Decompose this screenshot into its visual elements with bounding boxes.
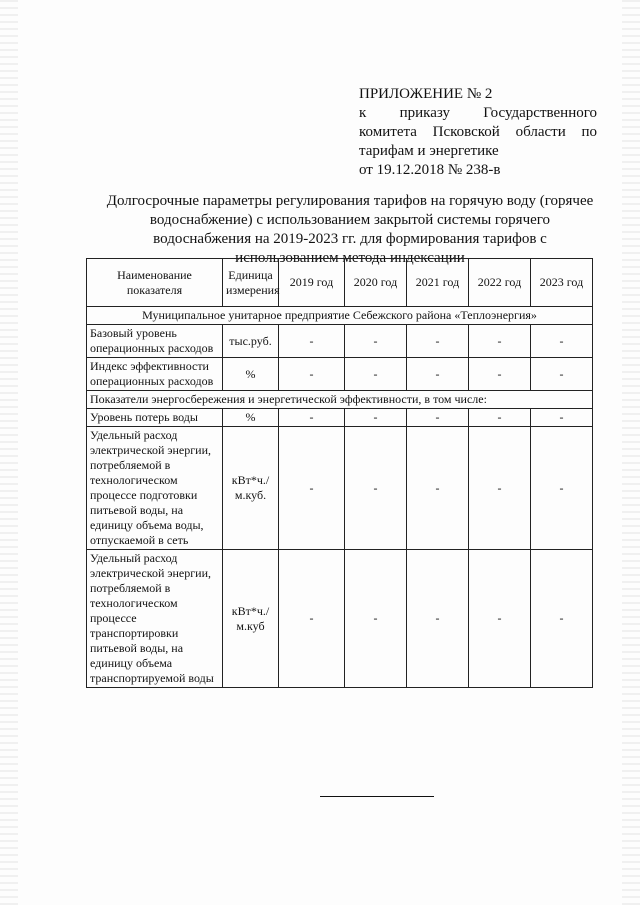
value-2019: -	[279, 358, 345, 391]
row-name: Уровень потерь воды	[87, 409, 223, 427]
header-year-2022: 2022 год	[469, 259, 531, 307]
annex-line-3: тарифам и энергетике	[359, 143, 499, 159]
value-2019: -	[279, 409, 345, 427]
value-2021: -	[407, 409, 469, 427]
header-year-2023: 2023 год	[531, 259, 593, 307]
organization-name: Муниципальное унитарное предприятие Себежского района «Теплоэнергия»	[87, 307, 593, 325]
row-name: Удельный расход электрической энергии, потребляемой в технологическом процессе подготовки питьевой воды, на единицу объема воды, отпускаемой в сеть	[87, 427, 223, 550]
value-2023: -	[531, 409, 593, 427]
table-row	[87, 358, 593, 391]
value-2020: -	[345, 358, 407, 391]
value-2022: -	[469, 427, 531, 550]
row-unit: кВт*ч./м.куб	[223, 550, 279, 688]
value-2023: -	[531, 358, 593, 391]
annex-line-1: к приказу Государственного	[359, 105, 597, 121]
value-2023: -	[531, 427, 593, 550]
organization-row	[87, 307, 593, 325]
value-2019: -	[279, 325, 345, 358]
scan-edge-left	[0, 0, 18, 905]
section-row	[87, 391, 593, 409]
value-2022: -	[469, 409, 531, 427]
value-2022: -	[469, 358, 531, 391]
row-unit: кВт*ч./м.куб.	[223, 427, 279, 550]
annex-title: ПРИЛОЖЕНИЕ № 2	[359, 86, 493, 102]
value-2023: -	[531, 550, 593, 688]
table-row	[87, 550, 593, 688]
row-name: Удельный расход электрической энергии, потребляемой в технологическом процессе транспортировки питьевой воды, на единицу объема транспортируемой воды	[87, 550, 223, 688]
header-name: Наименование показателя	[87, 259, 223, 307]
annex-line-2: комитета Псковской области по	[359, 124, 597, 140]
annex-line-4: от 19.12.2018 № 238-в	[359, 162, 501, 178]
value-2020: -	[345, 325, 407, 358]
table-row	[87, 325, 593, 358]
value-2020: -	[345, 409, 407, 427]
value-2022: -	[469, 550, 531, 688]
value-2021: -	[407, 550, 469, 688]
document-title: Долгосрочные параметры регулирования тарифов на горячую воду (горячее водоснабжение) с использованием закрытой системы горячего водоснабжения на 2019-2023 гг. для формирования тарифов с использованием метода индексации	[106, 193, 594, 266]
scan-edge-right	[622, 0, 640, 905]
value-2021: -	[407, 358, 469, 391]
header-year-2021: 2021 год	[407, 259, 469, 307]
value-2021: -	[407, 325, 469, 358]
row-unit: тыс.руб.	[223, 325, 279, 358]
value-2019: -	[279, 550, 345, 688]
header-year-2020: 2020 год	[345, 259, 407, 307]
value-2023: -	[531, 325, 593, 358]
value-2020: -	[345, 550, 407, 688]
row-name: Индекс эффективности операционных расходов	[87, 358, 223, 391]
value-2019: -	[279, 427, 345, 550]
row-unit: %	[223, 409, 279, 427]
annex-header	[359, 85, 597, 180]
parameters-table	[86, 258, 593, 688]
table-row	[87, 427, 593, 550]
header-unit: Единица измерения	[223, 259, 279, 307]
value-2020: -	[345, 427, 407, 550]
value-2022: -	[469, 325, 531, 358]
header-year-2019: 2019 год	[279, 259, 345, 307]
signature-line	[320, 796, 434, 797]
row-unit: %	[223, 358, 279, 391]
section-title: Показатели энергосбережения и энергетической эффективности, в том числе:	[87, 391, 593, 409]
row-name: Базовый уровень операционных расходов	[87, 325, 223, 358]
table-row	[87, 409, 593, 427]
value-2021: -	[407, 427, 469, 550]
table-header-row	[87, 259, 593, 307]
